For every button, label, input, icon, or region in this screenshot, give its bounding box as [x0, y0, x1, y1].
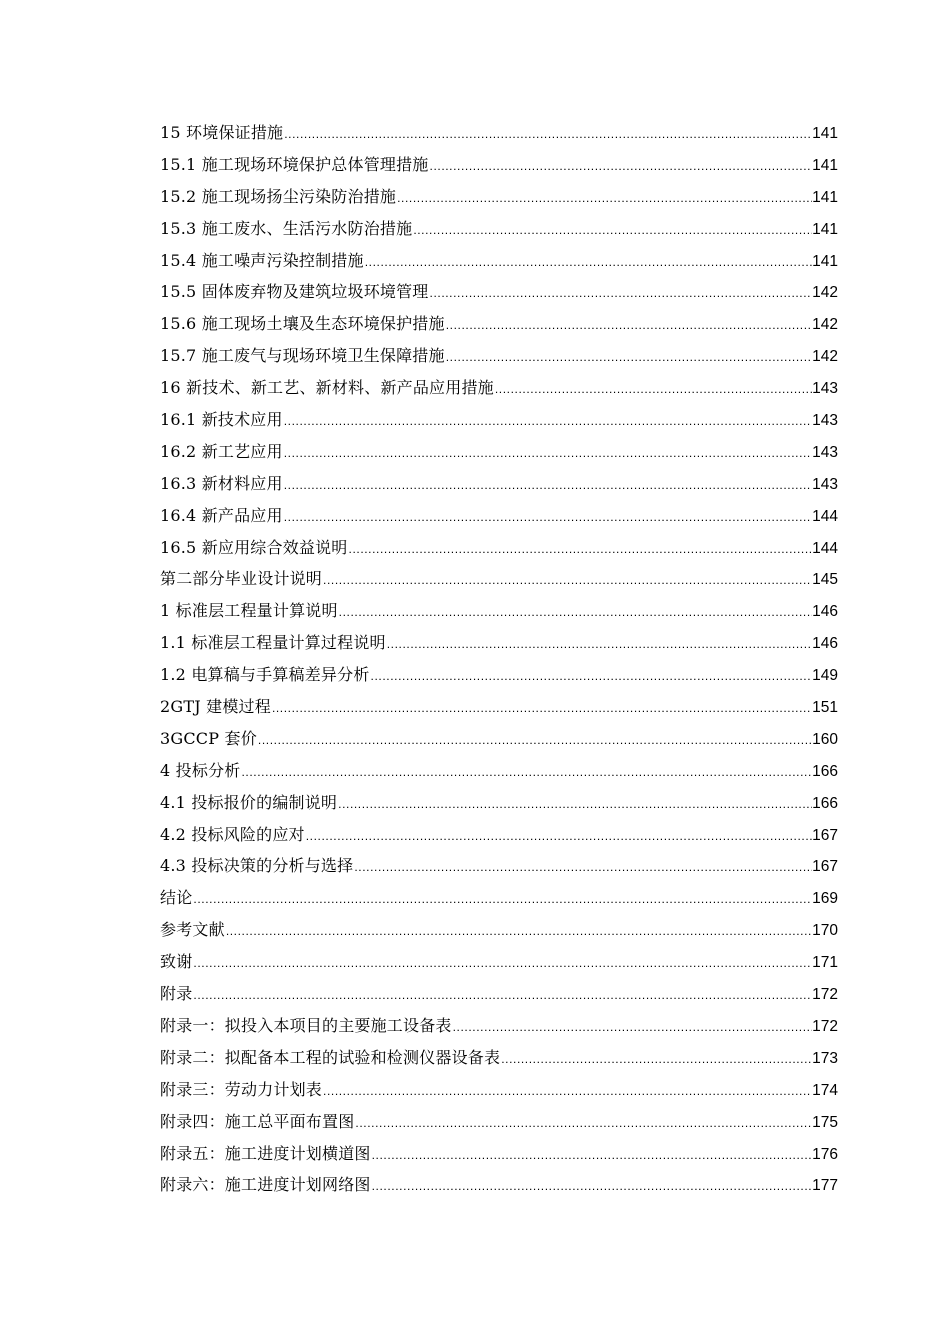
toc-entry[interactable] — [160, 1010, 838, 1042]
toc-entry-page-number: 151 — [812, 699, 838, 717]
toc-dot-leader — [283, 406, 812, 438]
toc-entry-page-number: 143 — [812, 412, 838, 430]
toc-entry-page-number: 167 — [812, 826, 838, 844]
toc-entry[interactable] — [160, 978, 838, 1010]
toc-entry-page-number: 141 — [812, 125, 838, 142]
toc-entry-page-number: 166 — [812, 762, 838, 780]
toc-dot-leader — [283, 470, 812, 502]
toc-entry[interactable] — [160, 691, 838, 723]
toc-entry-title: 4.1 投标报价的编制说明 — [160, 792, 338, 812]
toc-dot-leader — [192, 884, 812, 916]
toc-dot-leader — [353, 852, 812, 884]
toc-entry-title: 1.1 标准层工程量计算过程说明 — [160, 633, 386, 653]
toc-entry-title: 16.3 新材料应用 — [160, 473, 283, 493]
toc-entry-title: 15.6 施工现场土壤及生态环境保护措施 — [160, 314, 445, 334]
toc-entry-page-number: 143 — [812, 443, 838, 461]
toc-dot-leader — [257, 725, 812, 757]
toc-entry-page-number: 142 — [812, 316, 838, 334]
toc-entry-page-number: 144 — [812, 539, 838, 557]
toc-entry[interactable] — [160, 181, 838, 213]
toc-entry[interactable] — [160, 245, 838, 277]
toc-dot-leader — [225, 916, 812, 948]
toc-entry-title: 附录五：施工进度计划横道图 — [160, 1143, 371, 1163]
toc-entry-page-number: 149 — [812, 667, 838, 685]
toc-dot-leader — [386, 629, 812, 661]
toc-entry[interactable] — [160, 819, 838, 851]
toc-entry-page-number: 177 — [812, 1177, 838, 1195]
toc-dot-leader — [271, 693, 812, 725]
toc-entry-title: 附录一：拟投入本项目的主要施工设备表 — [160, 1015, 452, 1035]
toc-entry-title: 4.3 投标决策的分析与选择 — [160, 856, 354, 876]
toc-entry[interactable] — [160, 276, 838, 308]
toc-entry[interactable] — [160, 1074, 838, 1106]
toc-entry-title: 4 投标分析 — [160, 760, 241, 780]
toc-entry-title: 1 标准层工程量计算说明 — [160, 601, 338, 621]
toc-dot-leader — [371, 1171, 813, 1203]
toc-dot-leader — [348, 534, 813, 566]
toc-entry[interactable] — [160, 723, 838, 755]
toc-entry-title: 附录二：拟配备本工程的试验和检测仪器设备表 — [160, 1047, 501, 1067]
toc-entry-page-number: 170 — [812, 922, 838, 940]
toc-dot-leader — [322, 1076, 812, 1108]
toc-entry-page-number: 143 — [812, 475, 838, 493]
toc-entry[interactable] — [160, 117, 838, 149]
toc-entry-title: 附录三：劳动力计划表 — [160, 1079, 323, 1099]
toc-entry-title: 15 环境保证措施 — [160, 123, 284, 142]
toc-entry-page-number: 142 — [812, 284, 838, 302]
toc-entry[interactable] — [160, 787, 838, 819]
table-of-contents — [160, 117, 838, 1201]
toc-dot-leader — [396, 183, 812, 215]
toc-entry[interactable] — [160, 404, 838, 436]
toc-entry[interactable] — [160, 1042, 838, 1074]
toc-entry[interactable] — [160, 850, 838, 882]
toc-entry-page-number: 141 — [812, 156, 838, 174]
toc-entry-page-number: 172 — [812, 986, 838, 1004]
toc-entry[interactable] — [160, 1106, 838, 1138]
toc-entry-page-number: 173 — [812, 1049, 838, 1067]
toc-dot-leader — [494, 374, 812, 406]
toc-entry-page-number: 174 — [812, 1081, 838, 1099]
toc-entry-page-number: 145 — [812, 571, 838, 589]
toc-entry-title: 16 新技术、新工艺、新材料、新产品应用措施 — [160, 378, 494, 398]
toc-dot-leader — [322, 565, 812, 597]
toc-entry[interactable] — [160, 1169, 838, 1201]
toc-entry[interactable] — [160, 882, 838, 914]
toc-entry-page-number: 166 — [812, 794, 838, 812]
toc-entry[interactable] — [160, 946, 838, 978]
toc-dot-leader — [192, 980, 812, 1012]
toc-entry[interactable] — [160, 755, 838, 787]
toc-dot-leader — [364, 247, 812, 279]
toc-entry-page-number: 169 — [812, 890, 838, 908]
toc-entry[interactable] — [160, 308, 838, 340]
toc-dot-leader — [370, 661, 813, 693]
toc-entry-title: 16.5 新应用综合效益说明 — [160, 537, 348, 557]
toc-entry-title: 15.1 施工现场环境保护总体管理措施 — [160, 154, 429, 174]
toc-entry-title: 15.5 固体废弃物及建筑垃圾环境管理 — [160, 282, 429, 302]
toc-entry-title: 15.3 施工废水、生活污水防治措施 — [160, 218, 413, 238]
toc-dot-leader — [429, 278, 813, 310]
toc-entry-title: 16.2 新工艺应用 — [160, 441, 283, 461]
toc-entry-page-number: 175 — [812, 1113, 838, 1131]
toc-entry-page-number: 160 — [812, 730, 838, 748]
toc-entry-title: 15.7 施工废气与现场环境卫生保障措施 — [160, 346, 445, 366]
toc-entry-page-number: 143 — [812, 380, 838, 398]
toc-dot-leader — [412, 215, 812, 247]
toc-entry-title: 附录四：施工总平面布置图 — [160, 1111, 355, 1131]
toc-entry-page-number: 142 — [812, 348, 838, 366]
toc-entry[interactable] — [160, 563, 838, 595]
toc-entry-page-number: 172 — [812, 1017, 838, 1035]
toc-dot-leader — [371, 1140, 813, 1172]
toc-entry-page-number: 171 — [812, 954, 838, 972]
toc-entry[interactable] — [160, 468, 838, 500]
toc-entry-page-number: 146 — [812, 635, 838, 653]
toc-dot-leader — [192, 948, 812, 980]
toc-entry[interactable] — [160, 659, 838, 691]
toc-entry-page-number: 141 — [812, 220, 838, 238]
toc-dot-leader — [240, 757, 812, 789]
toc-entry-title: 致谢 — [160, 952, 193, 972]
toc-entry-page-number: 146 — [812, 603, 838, 621]
toc-entry-page-number: 176 — [812, 1145, 838, 1163]
toc-dot-leader — [283, 438, 812, 470]
toc-entry-title: 16.1 新技术应用 — [160, 410, 283, 430]
toc-entry[interactable] — [160, 532, 838, 564]
toc-entry[interactable] — [160, 500, 838, 532]
toc-entry-title: 附录六：施工进度计划网络图 — [160, 1175, 371, 1195]
toc-entry-title: 附录 — [160, 984, 193, 1004]
toc-dot-leader — [338, 597, 812, 629]
toc-dot-leader — [429, 151, 813, 183]
toc-dot-leader — [283, 502, 812, 534]
toc-dot-leader — [445, 342, 812, 374]
toc-entry-title: 16.4 新产品应用 — [160, 505, 283, 525]
toc-entry-page-number: 141 — [812, 252, 838, 270]
toc-entry[interactable] — [160, 914, 838, 946]
toc-dot-leader — [445, 310, 812, 342]
toc-entry[interactable] — [160, 436, 838, 468]
toc-entry[interactable] — [160, 213, 838, 245]
toc-dot-leader — [500, 1044, 812, 1076]
toc-entry[interactable] — [160, 627, 838, 659]
toc-entry-title: 参考文献 — [160, 920, 225, 940]
toc-dot-leader — [305, 821, 812, 853]
toc-dot-leader — [337, 789, 812, 821]
toc-dot-leader — [283, 119, 812, 151]
toc-entry-title: 15.2 施工现场扬尘污染防治措施 — [160, 186, 397, 206]
toc-entry-title: 2GTJ 建模过程 — [160, 697, 271, 717]
toc-entry-title: 1.2 电算稿与手算稿差异分析 — [160, 665, 370, 685]
toc-entry-page-number: 141 — [812, 188, 838, 206]
toc-entry[interactable] — [160, 595, 838, 627]
toc-entry-title: 第二部分毕业设计说明 — [160, 569, 323, 589]
toc-entry-page-number: 144 — [812, 507, 838, 525]
toc-entry[interactable] — [160, 149, 838, 181]
toc-entry-title: 15.4 施工噪声污染控制措施 — [160, 250, 364, 270]
toc-entry[interactable] — [160, 340, 838, 372]
toc-entry[interactable] — [160, 372, 838, 404]
toc-entry-title: 4.2 投标风险的应对 — [160, 824, 305, 844]
toc-entry-title: 结论 — [160, 888, 193, 908]
toc-dot-leader — [354, 1108, 812, 1140]
toc-dot-leader — [452, 1012, 813, 1044]
toc-entry[interactable] — [160, 1138, 838, 1170]
toc-entry-title: 3GCCP 套价 — [160, 728, 257, 748]
toc-entry-page-number: 167 — [812, 858, 838, 876]
